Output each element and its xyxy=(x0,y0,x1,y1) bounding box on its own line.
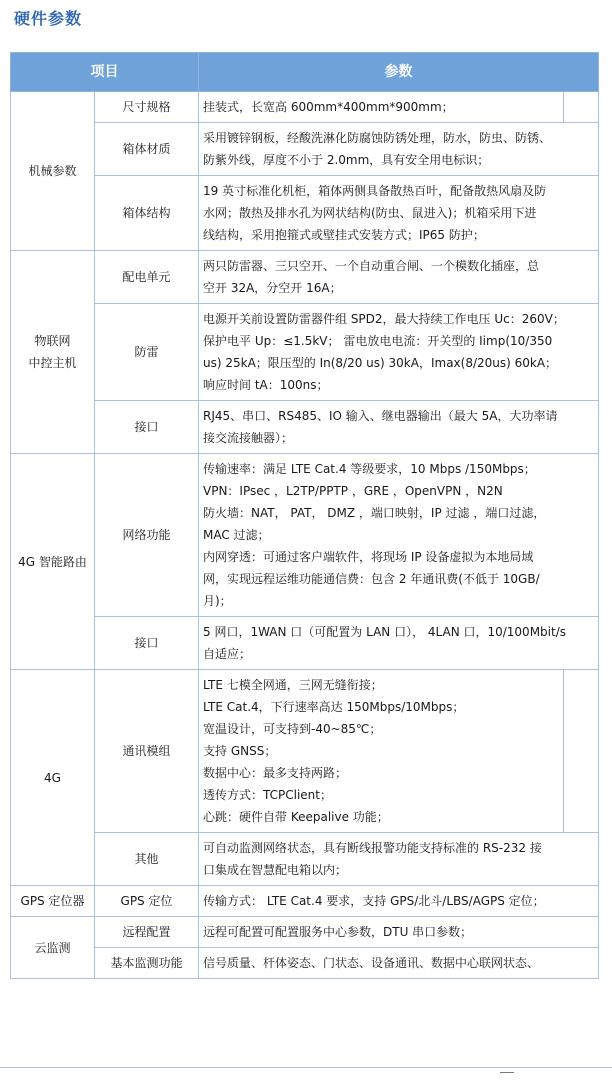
param-line: 月)； xyxy=(203,594,232,608)
param-line: 自适应； xyxy=(203,647,252,661)
param-line: VPN：IPsec ，L2TP/PPTP ，GRE ，OpenVPN ，N2N xyxy=(203,484,503,498)
table-row xyxy=(11,886,599,917)
blank-cell xyxy=(564,670,599,833)
param-line: 心跳：硬件自带 Keepalive 功能； xyxy=(203,810,389,824)
header-item: 项目 xyxy=(11,53,199,92)
param-cell xyxy=(199,401,599,454)
param-line: 水网；散热及排水孔为网状结构(防虫、鼠进入)；机箱采用下进 xyxy=(203,206,537,220)
param-line: 传输方式： LTE Cat.4 要求，支持 GPS/北斗/LBS/AGPS 定位； xyxy=(203,894,545,908)
param-line: 挂装式，长宽高 600mm*400mm*900mm； xyxy=(203,100,454,114)
header-param: 参数 xyxy=(199,53,599,92)
param-line: 电源开关前设置防雷器件组 SPD2，最大持续工作电压 Uc：260V； xyxy=(203,312,565,326)
subcategory-cell: 尺寸规格 xyxy=(95,92,199,123)
subcategory-cell: 接口 xyxy=(95,401,199,454)
param-line: us) 25kA；限压型的 In(8/20 us) 30kA，Imax(8/20us) 60kA； xyxy=(203,356,558,370)
param-cell xyxy=(199,176,599,251)
param-cell xyxy=(199,304,599,401)
param-line: 5 网口，1WAN 口（可配置为 LAN 口）， 4LAN 口，10/100Mbit/s xyxy=(203,625,567,639)
page-bottom-mark xyxy=(500,1072,514,1073)
param-line: 保护电平 Up：≤1.5kV； 雷电放电电流：开关型的 Iimp(10/350 xyxy=(203,334,553,348)
subcategory-cell: 箱体结构 xyxy=(95,176,199,251)
param-line: MAC 过滤； xyxy=(203,528,270,542)
subcategory-cell: 远程配置 xyxy=(95,917,199,948)
param-cell xyxy=(199,617,599,670)
param-line: 防紫外线，厚度不小于 2.0mm，具有安全用电标识； xyxy=(203,153,490,167)
page-bottom-divider xyxy=(0,1067,612,1068)
subcategory-cell: 箱体材质 xyxy=(95,123,199,176)
param-cell xyxy=(199,948,599,979)
subcategory-cell: 防雷 xyxy=(95,304,199,401)
param-line: 线结构，采用抱箍式或壁挂式安装方式；IP65 防护； xyxy=(203,228,485,242)
param-line: LTE 七模全网通，三网无缝衔接； xyxy=(203,678,383,692)
param-cell xyxy=(199,251,599,304)
subcategory-cell: 通讯模组 xyxy=(95,670,199,833)
param-line: 传输速率：满足 LTE Cat.4 等级要求，10 Mbps /150Mbps； xyxy=(203,462,536,476)
subcategory-cell: GPS 定位 xyxy=(95,886,199,917)
table-row xyxy=(11,670,599,833)
table-row xyxy=(11,92,599,123)
param-line: 内网穿透：可通过客户端软件，将现场 IP 设备虚拟为本地局域 xyxy=(203,550,534,564)
param-cell xyxy=(199,670,564,833)
table-row xyxy=(11,401,599,454)
category-cell xyxy=(11,251,95,454)
param-line: 两只防雷器、三只空开、一个自动重合闸、一个模数化插座，总 xyxy=(203,259,540,273)
category-cell: 云监测 xyxy=(11,917,95,979)
table-row xyxy=(11,176,599,251)
param-line: 19 英寸标准化机柜，箱体两侧具备散热百叶，配备散热风扇及防 xyxy=(203,184,547,198)
param-cell xyxy=(199,92,564,123)
category-cell: 4G 智能路由 xyxy=(11,454,95,670)
param-line: 支持 GNSS； xyxy=(203,744,277,758)
table-row xyxy=(11,251,599,304)
param-line: 防火墙：NAT， PAT， DMZ ，端口映射，IP 过滤 ，端口过滤， xyxy=(203,506,546,520)
category-cell: GPS 定位器 xyxy=(11,886,95,917)
param-line: 信号质量、杆体姿态、门状态、设备通讯、数据中心联网状态、 xyxy=(203,956,540,970)
category-cell: 机械参数 xyxy=(11,92,95,251)
page-bottom-edge xyxy=(0,1068,612,1080)
subcategory-cell: 基本监测功能 xyxy=(95,948,199,979)
table-row xyxy=(11,917,599,948)
param-line: 网，实现远程运维功能通信费：包含 2 年通讯费(不低于 10GB/ xyxy=(203,572,540,586)
table-row xyxy=(11,304,599,401)
category-line: 中控主机 xyxy=(28,356,77,370)
param-line: 透传方式：TCPClient； xyxy=(203,788,332,802)
table-row xyxy=(11,948,599,979)
param-line: 口集成在智慧配电箱以内； xyxy=(203,863,348,877)
table-header-row xyxy=(11,53,599,92)
category-line: 物联网 xyxy=(34,334,71,348)
param-line: 可自动监测网络状态，具有断线报警功能支持标准的 RS-232 接 xyxy=(203,841,542,855)
param-line: 空开 32A，分空开 16A； xyxy=(203,281,342,295)
param-cell xyxy=(199,886,599,917)
blank-cell xyxy=(564,92,599,123)
subcategory-cell: 接口 xyxy=(95,617,199,670)
subcategory-cell: 其他 xyxy=(95,833,199,886)
param-cell xyxy=(199,833,599,886)
param-line: LTE Cat.4，下行速率高达 150Mbps/10Mbps； xyxy=(203,700,465,714)
param-line: 采用镀锌钢板，经酸洗淋化防腐蚀防锈处理，防水，防虫、防锈、 xyxy=(203,131,552,145)
param-line: 宽温设计，可支持到-40~85℃； xyxy=(203,722,382,736)
subcategory-cell: 网络功能 xyxy=(95,454,199,617)
param-line: 数据中心：最多支持两路； xyxy=(203,766,348,780)
param-cell xyxy=(199,454,599,617)
table-row xyxy=(11,123,599,176)
hardware-spec-table xyxy=(10,52,599,979)
param-line: 远程可配置可配置服务中心参数，DTU 串口参数； xyxy=(203,925,473,939)
table-row xyxy=(11,833,599,886)
table-row xyxy=(11,454,599,617)
param-line: 响应时间 tA：100ns； xyxy=(203,378,329,392)
subcategory-cell: 配电单元 xyxy=(95,251,199,304)
category-cell: 4G xyxy=(11,670,95,886)
param-cell xyxy=(199,917,599,948)
param-cell xyxy=(199,123,599,176)
page-title: 硬件参数 xyxy=(14,9,83,28)
table-row xyxy=(11,617,599,670)
param-line: RJ45、串口、RS485、IO 输入、继电器输出（最大 5A，大功率请 xyxy=(203,409,558,423)
param-line: 接交流接触器）； xyxy=(203,431,294,445)
